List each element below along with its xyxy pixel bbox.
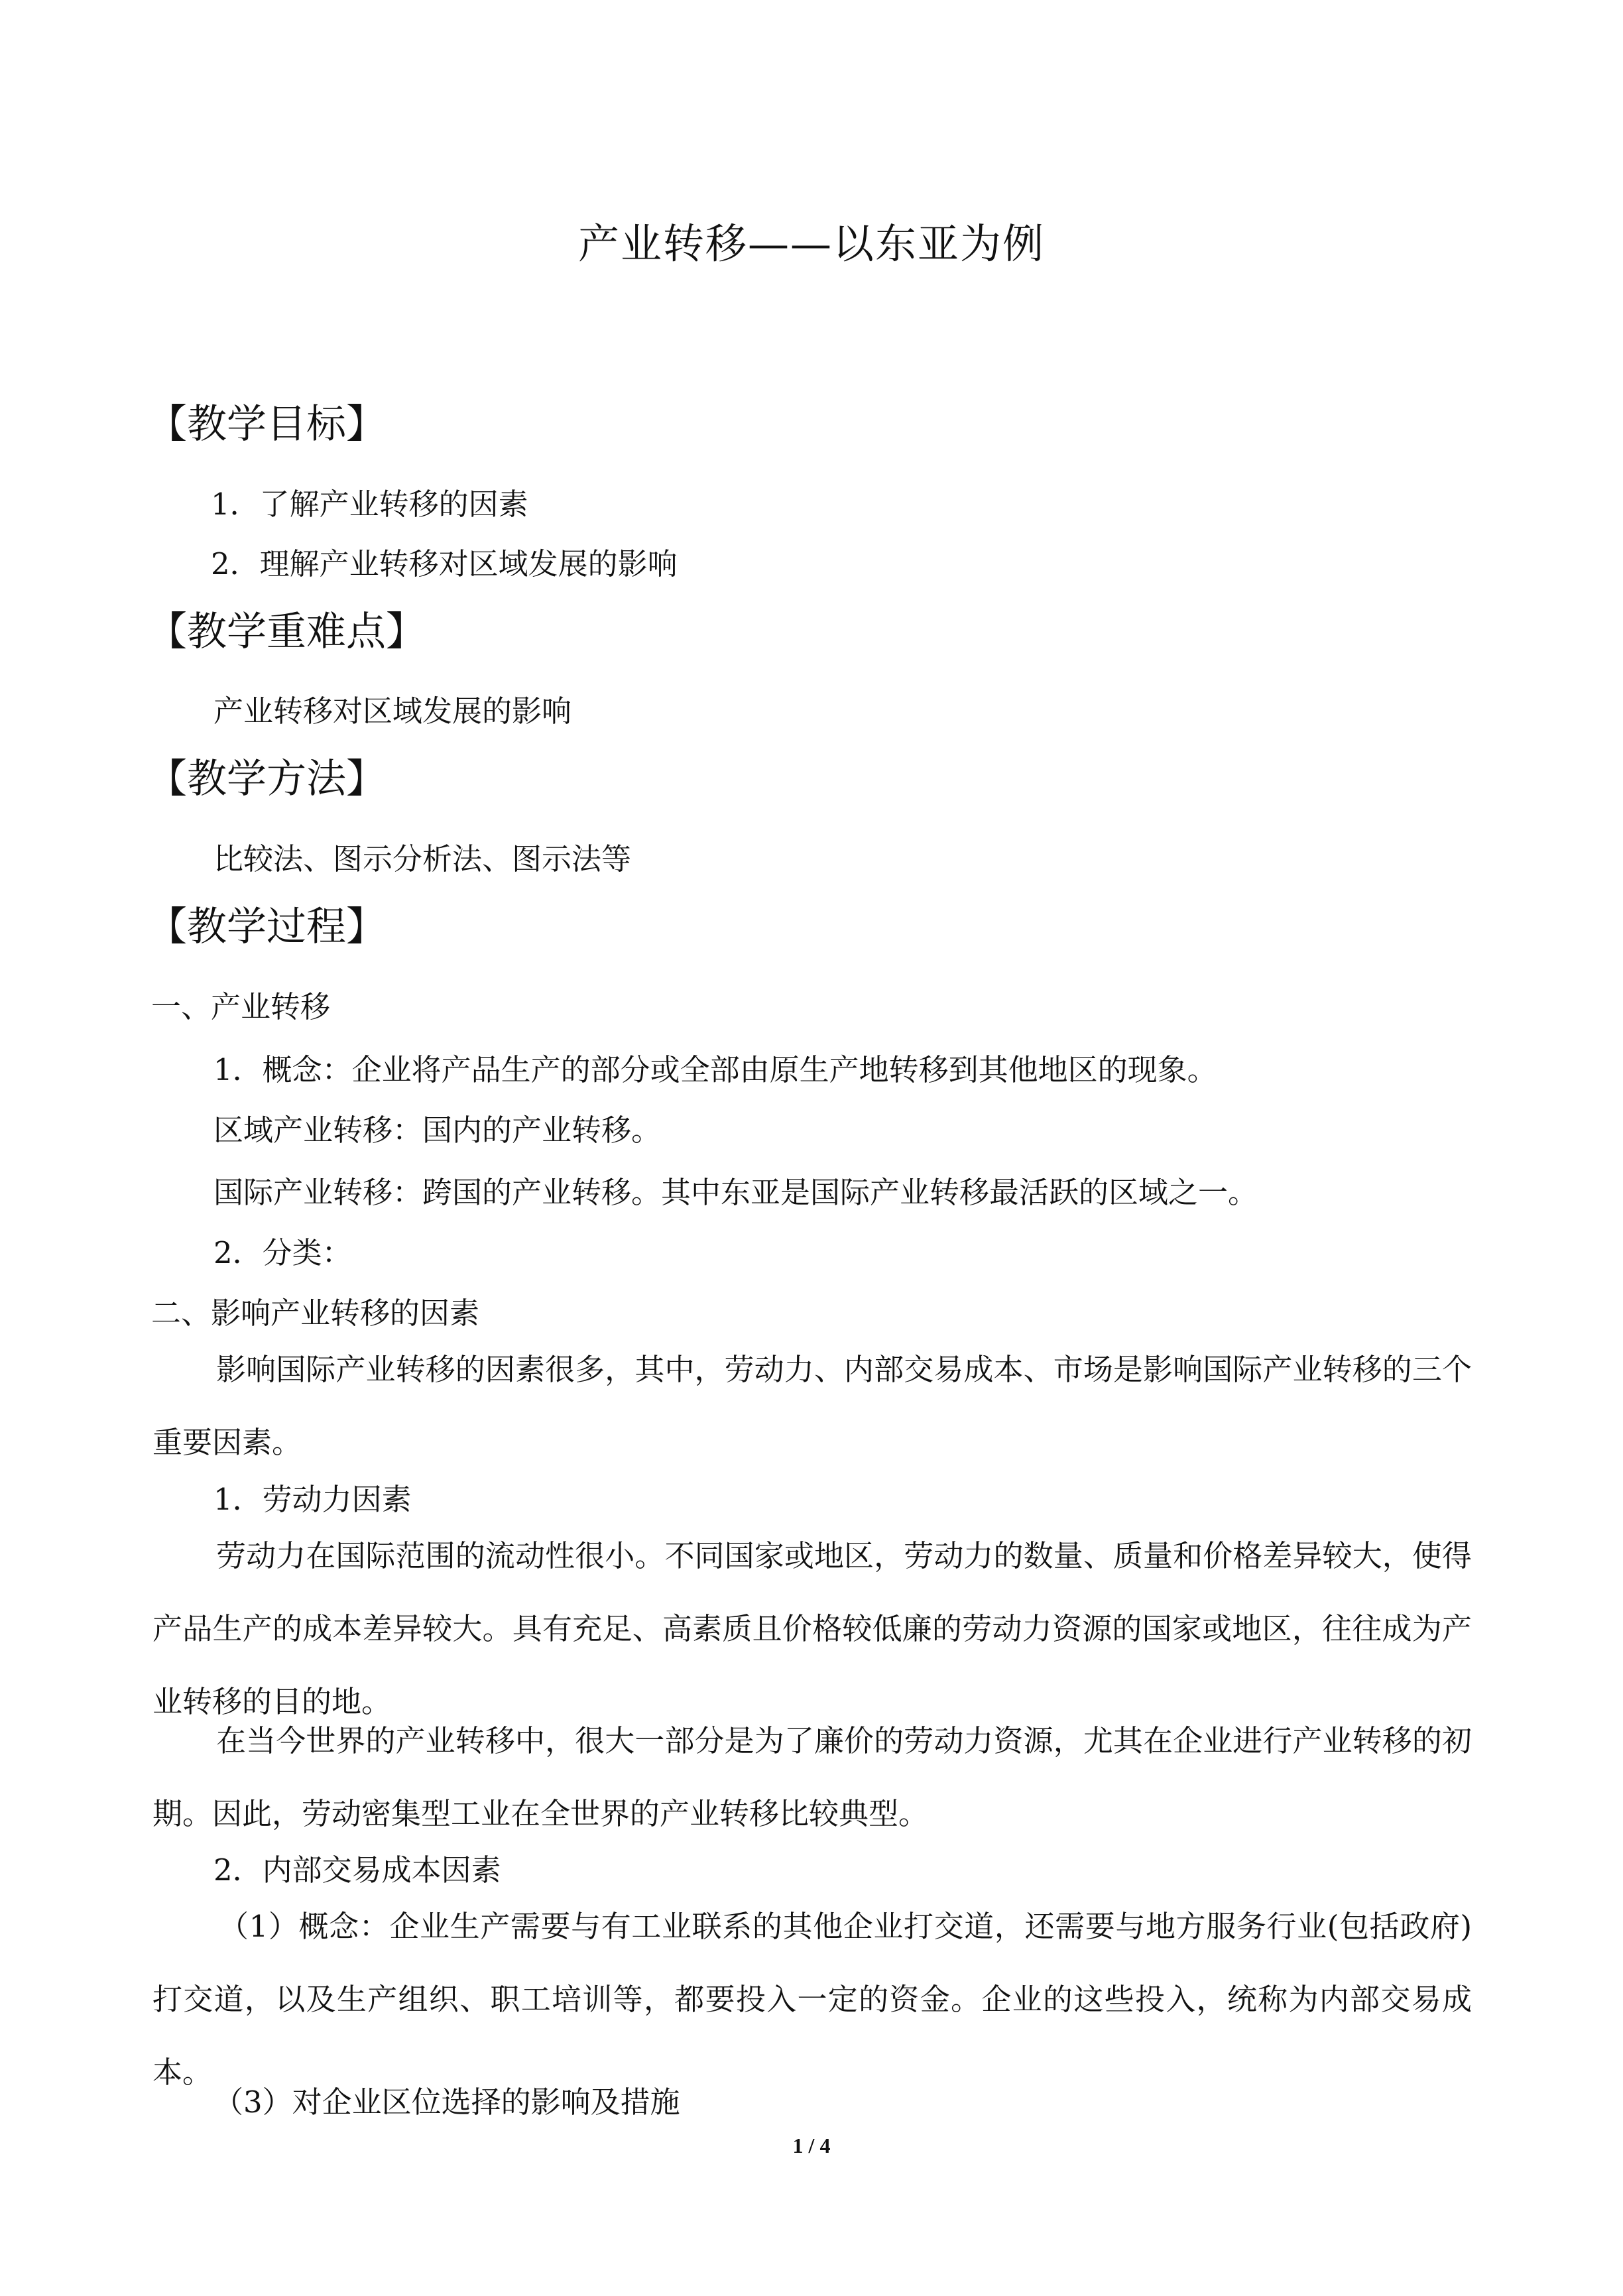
cost-factor-heading: 2．内部交易成本因素 (213, 1852, 501, 1888)
section-heading-objectives: 【教学目标】 (147, 401, 386, 448)
objective-item: 1．了解产业转移的因素 (211, 487, 528, 522)
labor-paragraph-2: 在当今世界的产业转移中，很大一部分是为了廉价的劳动力资源，尤其在企业进行产业转移的初期。因此，劳动密集型工业在全世界的产业转移比较典型。 (152, 1723, 1472, 1831)
labor-factor-heading: 1．劳动力因素 (213, 1482, 412, 1517)
methods-text: 比较法、图示分析法、图示法等 (213, 841, 632, 876)
section-heading-methods: 【教学方法】 (147, 756, 386, 802)
part1-heading: 一、产业转移 (151, 989, 331, 1024)
labor-paragraph-1: 劳动力在国际范围的流动性很小。不同国家或地区，劳动力的数量、质量和价格差异较大，使得产品生产的成本差异较大。具有充足、高素质且价格较低廉的劳动力资源的国家或地区，往往成为产业转移的目的地。 (152, 1538, 1472, 1719)
page-number: 1 / 4 (792, 2134, 831, 2157)
classification-line: 2．分类： (213, 1235, 352, 1270)
regional-transfer-paragraph: 区域产业转移：国内的产业转移。 (213, 1113, 662, 1148)
key-points-text: 产业转移对区域发展的影响 (213, 694, 572, 729)
cost-impact-line: （3）对企业区位选择的影响及措施 (213, 2085, 680, 2120)
factors-intro-paragraph: 影响国际产业转移的因素很多，其中，劳动力、内部交易成本、市场是影响国际产业转移的三个重要因素。 (152, 1352, 1472, 1460)
part2-heading: 二、影响产业转移的因素 (151, 1296, 480, 1331)
concept-paragraph: 1．概念：企业将产品生产的部分或全部由原生产地转移到其他地区的现象。 (213, 1052, 1217, 1087)
document-title: 产业转移——以东亚为例 (577, 219, 1045, 268)
section-heading-key-points: 【教学重难点】 (147, 609, 426, 655)
cost-concept-paragraph: （1）概念：企业生产需要与有工业联系的其他企业打交道，还需要与地方服务行业(包括政府)打交道，以及生产组织、职工培训等，都要投入一定的资金。企业的这些投入，统称为内部交易成本。 (152, 1909, 1472, 2090)
section-heading-process: 【教学过程】 (147, 904, 386, 950)
objective-item: 2．理解产业转移对区域发展的影响 (211, 546, 678, 581)
international-transfer-paragraph: 国际产业转移：跨国的产业转移。其中东亚是国际产业转移最活跃的区域之一。 (213, 1175, 1258, 1210)
